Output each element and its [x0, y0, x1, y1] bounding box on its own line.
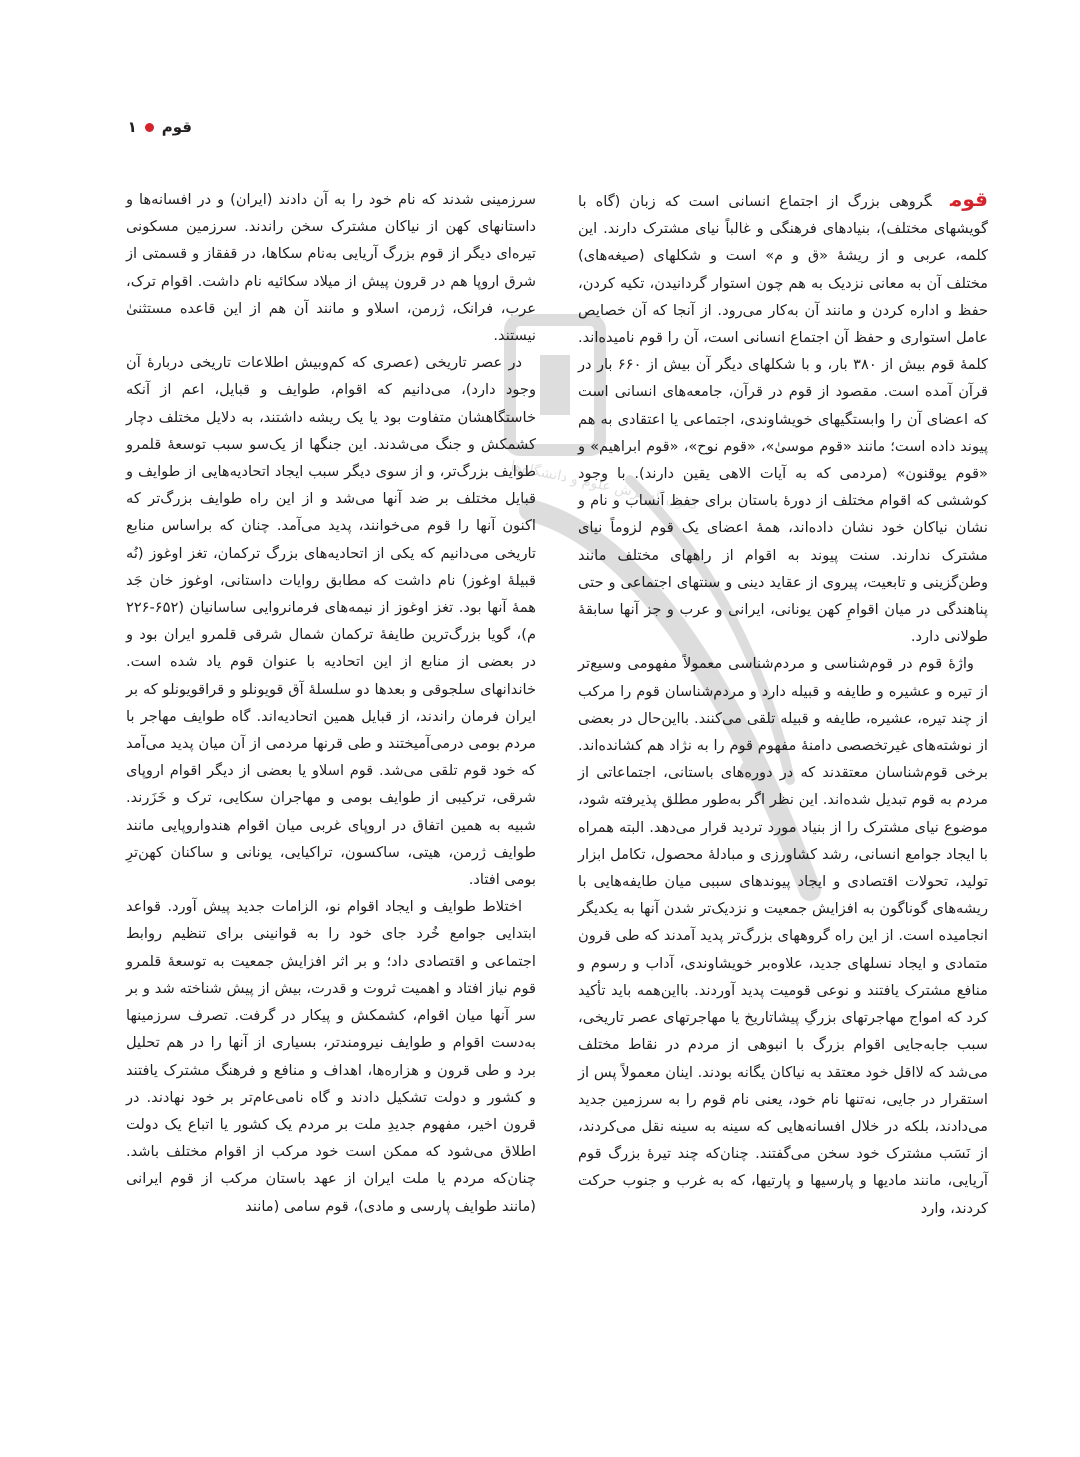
page-number: ۱	[127, 118, 137, 136]
article-paragraph-3: سرزمینی شدند که نام خود را به آن دادند (ایران) و در افسانه‌ها و داستانهای کهن از نیاکان مشترک سخن راندند. سرزمین مسکونی تیره‌ای دیگر از قوم بزرگ آریایی به‌نام سکاها، در قفقاز و قسمتی از شرق اروپا هم در قرون پیش از میلاد سکائیه نام داشت. اقوام ترک، عرب، فرانک، ژرمن، اسلاو و مانند آن هم از این قاعده مستثنیٰ نیستند.	[126, 191, 536, 345]
article-paragraph-1	[578, 186, 988, 650]
right-column	[578, 186, 988, 1222]
bullet-dot-icon	[145, 123, 154, 132]
paragraph-1-text: گروهی بزرگ از اجتماع انسانی است که زبان (گاه با گویشهای مختلف)، بنیادهای فرهنگی و غالباً نیای مشترک دارند. این کلمه، عربی و از ریشهٔ «ق و م» است و شکلهای (صیغه‌های) مختلف آن به معانی نزدیک به هم چون استوار گردانیدن، تکیه کردن، حفظ و اداره کردن و مانند آن به‌کار می‌رود. از آنجا که آن خصایص عامل استواری و حفظ آن اجتماع انسانی است، آن را قوم نامیده‌اند. کلمهٔ قوم بیش از ۳۸۰ بار، و با شکلهای دیگر آن بیش از ۶۶۰ بار در قرآن آمده است. مقصود از قوم در قرآن، جامعه‌های انسانی است که اعضای آن را وابستگیهای خویشاوندی، اجتماعی یا اعتقادی به هم پیوند داده است؛ مانند «قوم موسیٰ»، «قوم نوح»، «قوم ابراهیم» و «قوم یوقنون» (مردمی که به آیات الاهی یقین دارند). با وجود کوششی که اقوام مختلف از دورهٔ باستان برای حفظ اَنساب و نام و نشان نیاکان خود نشان داده‌اند، همهٔ اعضای یک قوم لزوماً نیای مشترک ندارند. سنت پیوند به اقوام از راههای مختلف مانند وطن‌گزینی و تابعیت، پیروی از عقاید دینی و سنتهای اجتماعی و حتی پناهندگی در میان اقوامِ کهن یونانی، ایرانی و عرب و جز آنها سابقهٔ طولانی دارد.	[578, 193, 989, 646]
article-paragraph-2: واژهٔ قوم در قوم‌شناسی و مردم‌شناسی معمولاً مفهومی وسیع‌تر از تیره و عشیره و طایفه و قبیله دارد و مردم‌شناسان قوم را مرکب از چند تیره، عشیره، طایفه و قبیله تلقی می‌کنند. بااین‌حال در بعضی از نوشته‌های غیرتخصصی دامنهٔ مفهوم قوم را به نژاد هم کشانده‌اند. برخی قوم‌شناسان معتقدند که در دوره‌های باستانی، اجتماعاتی از مردم به قوم تبدیل شده‌اند. این نظر اگر به‌طور مطلق پذیرفته شود، موضوع نیای مشترک را از بنیاد مورد تردید قرار می‌دهد. البته همراه با ایجاد جوامع انسانی، رشد کشاورزی و مبادلهٔ محصول، تکامل ابزار تولید، تحولات اقتصادی و ایجاد پیوندهای سببی میان طایفه‌هایی با ریشه‌های گوناگون به افزایش جمعیت و نزدیک‌تر شدن آنها به یکدیگر انجامیده است. از این راه گروههای بزرگ‌تر پدید آمدند که طی قرون متمادی و ایجاد نسلهای جدید، علاوه‌بر خویشاوندی، آداب و رسوم و منافع مشترک یافتند و نوعی قومیت پدید آوردند. بااین‌همه باید تأکید کرد که امواج مهاجرتهای بزرگِ پیشاتاریخ یا مهاجرتهای عصر تاریخی، سبب جابه‌جایی اقوام بزرگ با انبوهی از مردم در نقاط مختلف می‌شد که لااقل خود معتقد به نیاکان یگانه بودند. اینان معمولاً پس از استقرار در جایی، نه‌تنها نام خود، یعنی نام قوم را به سرزمین جدید می‌دادند، بلکه در خلال افسانه‌هایی که سینه به سینه نقل می‌کردند، از نَسَب مشترک خود سخن می‌گفتند. چنان‌که چند تیرهٔ بزرگ قوم آریایی، مانند مادیها و پارسیها و پارتیها، که به غرب و جنوب حرکت کردند، وارد	[578, 655, 988, 1217]
watermark-text: کانون گسترش علوم و دانشگاه‌ها	[509, 458, 700, 514]
left-column	[126, 186, 536, 1220]
running-head-title: قوم	[161, 118, 192, 136]
running-head	[128, 118, 192, 136]
article-paragraph-5: اختلاط طوایف و ایجاد اقوام نو، الزامات جدید پیش آورد. قواعد ابتدایی جوامع خُرد جای خود را به قوانینی برای تنظیم روابط اجتماعی و اقتصادی داد؛ و بر اثر افزایش جمعیت به توسعهٔ قلمرو قوم نیاز افتاد و اهمیت ثروت و قدرت، بیش از پیش شناخته شد و بر سر آنها میان اقوام، کشمکش و پیکار در گرفت. تصرف سرزمینها به‌دست اقوام و طوایف نیرومندتر، بسیاری از آنها را در هم تحلیل برد و طی قرون و هزاره‌ها، اهداف و منافع و فرهنگ مشترک یافتند و کشور و دولت تشکیل دادند و گاه نامی‌عام‌تر بر خود نهادند. در قرون اخیر، مفهوم جدیدِ ملت بر مردم یک کشور یا اتباع یک دولت اطلاق می‌شود که ممکن است خود مرکب از اقوام مختلف باشد. چنان‌که مردم یا ملت ایران از عهد باستان مرکب از قوم ایرانی (مانند طوایف پارسی و مادی)، قوم سامی (مانند	[126, 898, 536, 1215]
article-paragraph-4: در عصر تاریخی (عصری که کم‌وبیش اطلاعات تاریخی دربارهٔ آن وجود دارد)، می‌دانیم که اقوام، طوایف و قبایل، اعم از آنکه خاستگاهشان متفاوت بود یا یک ریشه داشتند، به دلایل مختلف دچار کشمکش و جنگ می‌شدند. این جنگها از یک‌سو سبب توسعهٔ قلمرو طوایف بزرگ‌تر، و از سوی دیگر سبب ایجاد اتحادیه‌هایی از طوایف و قبایل مختلف بر ضد آنها می‌شد و از این راه طوایف بزرگ‌تر که اکنون آنها را قوم می‌خوانند، پدید می‌آمد. چنان که براساس منابع تاریخی می‌دانیم که یکی از اتحادیه‌های بزرگ ترکمان، تغز اوغوز (نُه قبیلهٔ اوغوز) نام داشت که مطابق روایات داستانی، اوغوز خان جَد همهٔ آنها بود. تغز اوغوز از نیمه‌های فرمانروایی ساسانیان (۶۵۲-۲۲۶ م)، گویا بزرگ‌ترین طایفهٔ ترکمان شمال شرقی قلمرو ایران بود و در بعضی از منابع از این اتحادیه با عنوان قوم یاد شده است. خاندانهای سلجوقی و بعدها دو سلسلهٔ آق قویونلو و قراقویونلو که بر ایران فرمان راندند، از قبایل همین اتحادیه‌اند. گاه طوایف مهاجر با مردم بومی درمی‌آمیختند و طی قرنها مردمی از آن میان پدید می‌آمد که خود قوم تلقی می‌شد. قوم اسلاو یا بعضی از دیگر اقوام اروپای شرقی، ترکیبی از طوایف بومی و مهاجران سکایی، ترک و خَزَرند. شبیه به همین اتفاق در اروپای غربی میان اقوام هندواروپایی مانند طوایف ژرمن، هیتی، ساکسون، تراکیایی، یونانی و ساکنان کهن‌ترِ بومی افتاد.	[126, 354, 536, 889]
entry-title: قوم	[949, 187, 988, 211]
